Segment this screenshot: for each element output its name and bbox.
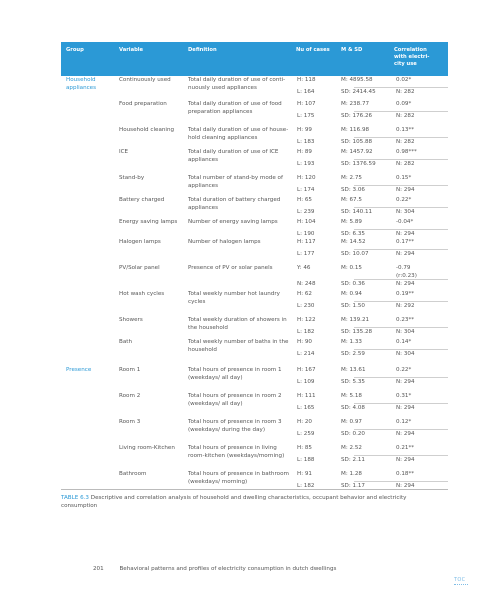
n-cell: N: 294 xyxy=(396,431,415,437)
correlation-cell: -0.79 xyxy=(396,265,411,271)
n-cell: N: 294 xyxy=(396,231,415,237)
row-divider xyxy=(354,403,448,404)
correlation-cell: 0.14* xyxy=(396,339,412,345)
cases-low-cell: L: 239 xyxy=(297,209,315,215)
definition-cell: (weekdays/ morning) xyxy=(188,479,248,485)
cases-low-cell: L: 182 xyxy=(297,329,315,335)
toc-link[interactable]: TOC xyxy=(454,577,466,583)
row-divider xyxy=(354,349,448,350)
definition-cell: Total hours of presence in room 2 xyxy=(188,393,282,399)
n-cell: N: 282 xyxy=(396,89,415,95)
mean-cell: M: 2.52 xyxy=(341,445,362,451)
cases-low-cell: L: 174 xyxy=(297,187,315,193)
definition-cell: preparation appliances xyxy=(188,109,253,115)
variable-cell: Room 1 xyxy=(119,367,141,373)
definition-cell: Number of halogen lamps xyxy=(188,239,261,245)
n-cell: N: 282 xyxy=(396,139,415,145)
n-cell: N: 294 xyxy=(396,251,415,257)
cases-high-cell: H: 167 xyxy=(297,367,316,373)
definition-cell: Total daily duration of use of food xyxy=(188,101,282,107)
cases-high-cell: H: 91 xyxy=(297,471,312,477)
n-cell: N: 292 xyxy=(396,303,415,309)
definition-cell: Number of energy saving lamps xyxy=(188,219,278,225)
row-divider xyxy=(354,377,448,378)
page-number: 201 xyxy=(93,566,104,572)
cases-low-cell: L: 188 xyxy=(297,457,315,463)
definition-cell: cycles xyxy=(188,299,206,305)
correlation-cell: 0.19** xyxy=(396,291,415,297)
cases-high-cell: H: 89 xyxy=(297,149,312,155)
row-divider xyxy=(354,327,448,328)
cases-low-cell: L: 175 xyxy=(297,113,315,119)
sd-cell: SD: 176.26 xyxy=(341,113,373,119)
cases-low-cell: L: 183 xyxy=(297,139,315,145)
definition-cell: Total weekly number hot laundry xyxy=(188,291,280,297)
mean-cell: M: 116.98 xyxy=(341,127,370,133)
definition-cell: Total number of stand-by mode of xyxy=(188,175,283,181)
variable-cell: Room 2 xyxy=(119,393,141,399)
cases-high-cell: H: 122 xyxy=(297,317,316,323)
cases-low-cell: N: 248 xyxy=(297,281,316,287)
variable-cell: Room 3 xyxy=(119,419,141,425)
group-label: Presence xyxy=(66,367,92,373)
variable-cell: Bath xyxy=(119,339,133,345)
variable-cell: ICE xyxy=(119,149,129,155)
sd-cell: SD: 10.07 xyxy=(341,251,369,257)
correlation-cell: 0.22* xyxy=(396,367,412,373)
sd-cell: SD: 0.36 xyxy=(341,281,365,287)
toc-underline xyxy=(454,584,468,585)
n-cell: N: 294 xyxy=(396,281,415,287)
correlation-cell: 0.31* xyxy=(396,393,412,399)
header-msd: M & SD xyxy=(341,47,363,53)
variable-cell: Household cleaning xyxy=(119,127,175,133)
definition-cell: Total hours of presence in room 3 xyxy=(188,419,282,425)
correlation-cell: 0.23** xyxy=(396,317,415,323)
definition-cell: (weekdays/ all day) xyxy=(188,401,243,407)
mean-cell: M: 4895.58 xyxy=(341,77,373,83)
table-header xyxy=(61,42,448,76)
row-divider xyxy=(354,429,448,430)
sd-cell: SD: 1.17 xyxy=(341,483,365,489)
row-divider xyxy=(354,249,448,250)
definition-cell: (weekdays/ during the day) xyxy=(188,427,265,433)
cases-high-cell: H: 20 xyxy=(297,419,312,425)
mean-cell: M: 67.5 xyxy=(341,197,362,203)
correlation-cell: 0.98*** xyxy=(396,149,417,155)
definition-cell: hold cleaning appliances xyxy=(188,135,258,141)
variable-cell: PV/Solar panel xyxy=(119,265,160,271)
cases-low-cell: L: 177 xyxy=(297,251,315,257)
sd-cell: SD: 140.11 xyxy=(341,209,373,215)
correlation-cell: 0.02* xyxy=(396,77,412,83)
definition-cell: Total duration of battery charged xyxy=(188,197,281,203)
page-footer xyxy=(93,566,336,572)
variable-cell: Showers xyxy=(119,317,143,323)
cases-low-cell: L: 259 xyxy=(297,431,315,437)
mean-cell: M: 1457.92 xyxy=(341,149,373,155)
n-cell: N: 294 xyxy=(396,379,415,385)
sd-cell: SD: 135.28 xyxy=(341,329,373,335)
mean-cell: M: 2.75 xyxy=(341,175,362,181)
n-cell: N: 304 xyxy=(396,209,415,215)
correlation-cell: 0.22* xyxy=(396,197,412,203)
sd-cell: SD: 1.50 xyxy=(341,303,365,309)
row-divider xyxy=(354,87,448,88)
n-cell: N: 294 xyxy=(396,483,415,489)
sd-cell: SD: 1376.59 xyxy=(341,161,376,167)
group-label: appliances xyxy=(66,85,97,91)
table-bottom-rule xyxy=(61,489,448,490)
sd-cell: SD: 0.20 xyxy=(341,431,365,437)
sd-cell: SD: 5.35 xyxy=(341,379,365,385)
header-group: Group xyxy=(66,47,84,53)
n-cell: N: 294 xyxy=(396,187,415,193)
cases-high-cell: H: 117 xyxy=(297,239,316,245)
n-cell: N: 304 xyxy=(396,351,415,357)
mean-cell: M: 13.61 xyxy=(341,367,366,373)
cases-high-cell: H: 90 xyxy=(297,339,312,345)
definition-cell: Total daily duration of use of ICE xyxy=(188,149,279,155)
n-cell: N: 294 xyxy=(396,457,415,463)
variable-cell: Bathroom xyxy=(119,471,147,477)
table-caption xyxy=(61,494,441,510)
mean-cell: M: 0.15 xyxy=(341,265,362,271)
correlation-note-cell: (r:0.23) xyxy=(396,273,417,279)
definition-cell: nuously used appliances xyxy=(188,85,257,91)
sd-cell: SD: 2414.45 xyxy=(341,89,376,95)
cases-low-cell: L: 164 xyxy=(297,89,315,95)
correlation-cell: 0.21** xyxy=(396,445,415,451)
n-cell: N: 282 xyxy=(396,161,415,167)
footer-title: Behavioral patterns and profiles of electricity consumption in dutch dwellings xyxy=(119,566,337,572)
row-divider xyxy=(354,111,448,112)
row-divider xyxy=(354,185,448,186)
mean-cell: M: 1.28 xyxy=(341,471,362,477)
mean-cell: M: 5.18 xyxy=(341,393,362,399)
definition-cell: appliances xyxy=(188,183,219,189)
cases-high-cell: H: 85 xyxy=(297,445,312,451)
header-cases: Nu of cases xyxy=(296,47,330,53)
caption-tag: TABLE 6.3 xyxy=(61,495,89,501)
sd-cell: SD: 2.59 xyxy=(341,351,365,357)
cases-low-cell: L: 165 xyxy=(297,405,315,411)
correlation-cell: 0.13** xyxy=(396,127,415,133)
definition-cell: (weekdays/ all day) xyxy=(188,375,243,381)
header-correlation: Correlation with electri- city use xyxy=(394,47,430,67)
definition-cell: Total hours of presence in bathroom xyxy=(188,471,289,477)
variable-cell: Hot wash cycles xyxy=(119,291,165,297)
mean-cell: M: 139.21 xyxy=(341,317,370,323)
definition-cell: Total daily duration of use of house- xyxy=(188,127,289,133)
correlation-cell: 0.18** xyxy=(396,471,415,477)
definition-cell: appliances xyxy=(188,157,219,163)
variable-cell: Battery charged xyxy=(119,197,165,203)
sd-cell: SD: 3.06 xyxy=(341,187,365,193)
row-divider xyxy=(354,279,448,280)
sd-cell: SD: 105.88 xyxy=(341,139,373,145)
correlation-cell: 0.15* xyxy=(396,175,412,181)
mean-cell: M: 1.33 xyxy=(341,339,362,345)
cases-high-cell: Y: 46 xyxy=(297,265,311,271)
mean-cell: M: 5.89 xyxy=(341,219,362,225)
row-divider xyxy=(354,455,448,456)
correlation-cell: -0.04* xyxy=(396,219,414,225)
header-variable: Variable xyxy=(119,47,144,53)
cases-low-cell: L: 193 xyxy=(297,161,315,167)
cases-high-cell: H: 99 xyxy=(297,127,312,133)
row-divider xyxy=(354,301,448,302)
variable-cell: Living room-Kitchen xyxy=(119,445,175,451)
variable-cell: Stand-by xyxy=(119,175,145,181)
cases-high-cell: H: 120 xyxy=(297,175,316,181)
variable-cell: Energy saving lamps xyxy=(119,219,178,225)
cases-low-cell: L: 109 xyxy=(297,379,315,385)
correlation-cell: 0.17** xyxy=(396,239,415,245)
header-definition: Definition xyxy=(188,47,217,53)
group-label: Household xyxy=(66,77,96,83)
definition-cell: Total hours of presence in living xyxy=(188,445,277,451)
definition-cell: Total weekly number of baths in the xyxy=(188,339,289,345)
caption-text: Descriptive and correlation analysis of household and dwelling characteristics, occupant behavior and electricity consumption xyxy=(61,495,407,509)
sd-cell: SD: 2.11 xyxy=(341,457,365,463)
row-divider xyxy=(354,207,448,208)
n-cell: N: 282 xyxy=(396,113,415,119)
correlation-cell: 0.12* xyxy=(396,419,412,425)
cases-low-cell: L: 230 xyxy=(297,303,315,309)
sd-cell: SD: 4.08 xyxy=(341,405,365,411)
sd-cell: SD: 6.35 xyxy=(341,231,365,237)
cases-low-cell: L: 182 xyxy=(297,483,315,489)
cases-high-cell: H: 107 xyxy=(297,101,316,107)
definition-cell: Presence of PV or solar panels xyxy=(188,265,273,271)
variable-cell: Continuously used xyxy=(119,77,171,83)
row-divider xyxy=(354,229,448,230)
mean-cell: M: 0.97 xyxy=(341,419,362,425)
cases-high-cell: H: 62 xyxy=(297,291,312,297)
definition-cell: Total daily duration of use of conti- xyxy=(188,77,286,83)
cases-low-cell: L: 214 xyxy=(297,351,315,357)
row-divider xyxy=(354,481,448,482)
n-cell: N: 304 xyxy=(396,329,415,335)
cases-low-cell: L: 190 xyxy=(297,231,315,237)
row-divider xyxy=(354,137,448,138)
mean-cell: M: 0.94 xyxy=(341,291,362,297)
cases-high-cell: H: 111 xyxy=(297,393,316,399)
correlation-cell: 0.09* xyxy=(396,101,412,107)
definition-cell: Total hours of presence in room 1 xyxy=(188,367,282,373)
mean-cell: M: 14.52 xyxy=(341,239,366,245)
cases-high-cell: H: 65 xyxy=(297,197,312,203)
variable-cell: Halogen lamps xyxy=(119,239,161,245)
n-cell: N: 294 xyxy=(396,405,415,411)
cases-high-cell: H: 104 xyxy=(297,219,316,225)
mean-cell: M: 238.77 xyxy=(341,101,370,107)
definition-cell: appliances xyxy=(188,205,219,211)
definition-cell: Total weekly duration of showers in xyxy=(188,317,287,323)
row-divider xyxy=(354,159,448,160)
variable-cell: Food preparation xyxy=(119,101,167,107)
cases-high-cell: H: 118 xyxy=(297,77,316,83)
definition-cell: the household xyxy=(188,325,228,331)
definition-cell: room-kitchen (weekdays/morning) xyxy=(188,453,285,459)
definition-cell: household xyxy=(188,347,217,353)
